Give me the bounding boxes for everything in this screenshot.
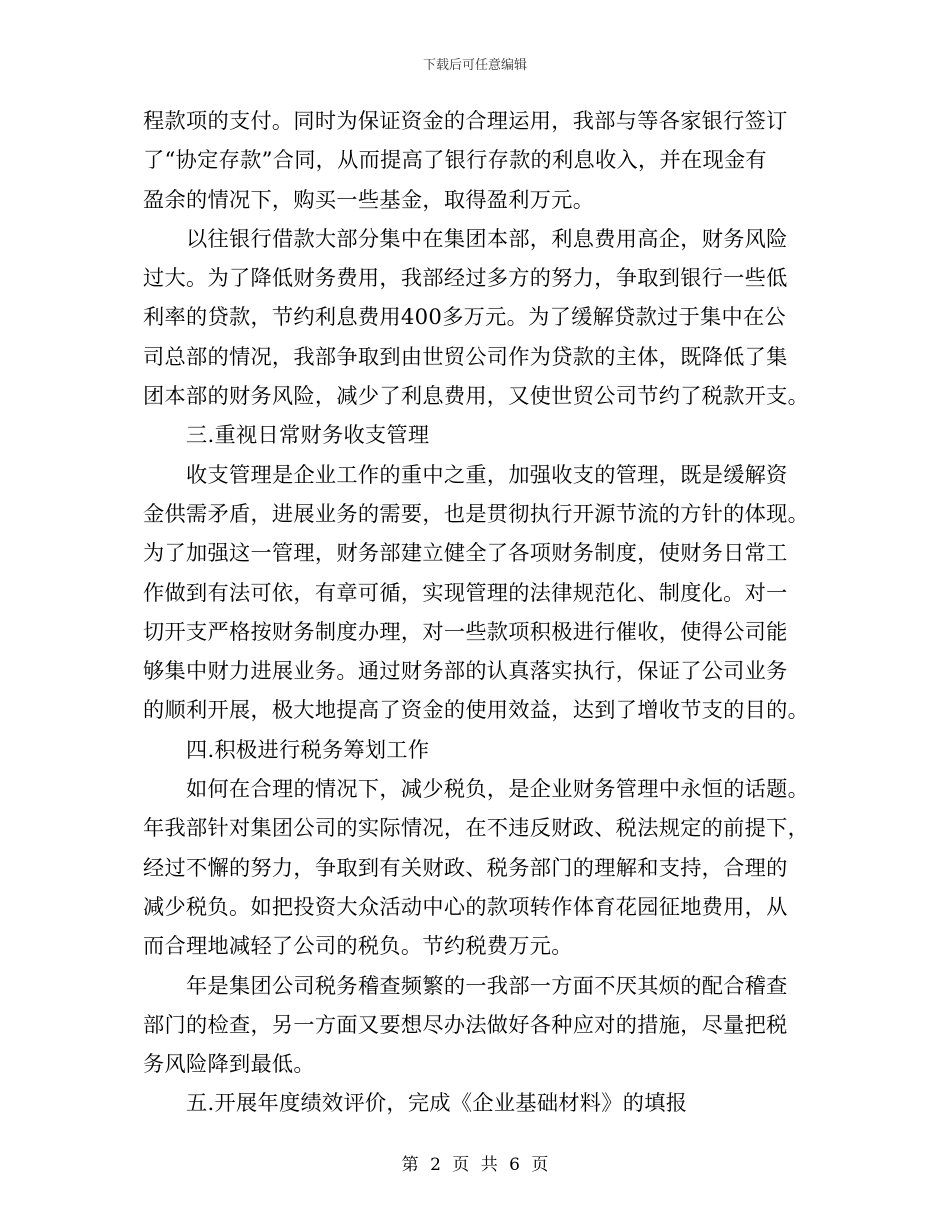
body-line: 而合理地减轻了公司的税负。节约税费万元。 xyxy=(143,933,573,959)
body-line: 切开支严格按财务制度办理，对一些款项积极进行催收，使得公司能 xyxy=(143,618,788,644)
document-body xyxy=(143,101,811,1123)
body-line: 金供需矛盾，进展业务的需要，也是贯彻执行开源节流的方针的体现。 xyxy=(143,500,810,526)
body-line: 作做到有法可依，有章可循，实现管理的法律规范化、制度化。对一 xyxy=(143,579,788,605)
body-line: 为了加强这一管理，财务部建立健全了各项财务制度，使财务日常工 xyxy=(143,540,788,566)
page-header: 下载后可任意编辑 xyxy=(422,58,527,73)
body-line: 程款项的支付。同时为保证资金的合理运用，我部与等各家银行签订 xyxy=(143,108,788,133)
footer-total-prefix: 共 xyxy=(480,1155,498,1175)
body-line: 司总部的情况，我部争取到由世贸公司作为贷款的主体，既降低了集 xyxy=(143,343,788,369)
body-line: 够集中财力进展业务。通过财务部的认真落实执行，保证了公司业务 xyxy=(143,658,788,684)
paragraph-start: 如何在合理的情况下，减少税负，是企业财务管理中永恒的话题。 xyxy=(186,776,810,802)
body-line: 利率的贷款，节约利息费用400多万元。为了缓解贷款过于集中在公 xyxy=(143,304,786,330)
body-line: 部门的检查，另一方面又要想尽办法做好各种应对的措施，尽量把税 xyxy=(143,1011,788,1037)
footer-suffix: 页 xyxy=(531,1155,549,1175)
body-line: 的顺利开展，极大地提高了资金的使用效益，达到了增收节支的目的。 xyxy=(143,697,810,723)
page-footer xyxy=(0,1150,950,1175)
section-heading: 三.重视日常财务收支管理 xyxy=(186,422,430,448)
body-line: 务风险降到最低。 xyxy=(143,1051,315,1077)
total-pages-number: 6 xyxy=(509,1155,520,1175)
body-line: 过大。为了降低财务费用，我部经过多方的努力，争取到银行一些低 xyxy=(143,265,788,291)
paragraph-start: 以往银行借款大部分集中在集团本部，利息费用高企，财务风险 xyxy=(186,225,788,251)
section-heading: 五.开展年度绩效评价，完成《企业基础材料》的填报 xyxy=(186,1090,688,1116)
footer-prefix: 第 xyxy=(401,1155,419,1175)
current-page-number: 2 xyxy=(430,1155,441,1175)
body-line: 年我部针对集团公司的实际情况，在不违反财政、税法规定的前提下， xyxy=(143,815,810,841)
paragraph-start: 收支管理是企业工作的重中之重，加强收支的管理，既是缓解资 xyxy=(186,461,788,487)
paragraph-start: 年是集团公司税务稽查频繁的一我部一方面不厌其烦的配合稽查 xyxy=(186,972,788,998)
footer-page-unit: 页 xyxy=(452,1155,470,1175)
body-line: 团本部的财务风险，减少了利息费用，又使世贸公司节约了税款开支。 xyxy=(143,383,810,409)
section-heading: 四.积极进行税务筹划工作 xyxy=(186,736,430,762)
body-line: 减少税负。如把投资大众活动中心的款项转作体育花园征地费用，从 xyxy=(143,893,788,919)
body-line: 了“协定存款”合同，从而提高了银行存款的利息收入，并在现金有 xyxy=(143,147,767,173)
body-line: 经过不懈的努力，争取到有关财政、税务部门的理解和支持，合理的 xyxy=(143,854,788,880)
body-line: 盈余的情况下，购买一些基金，取得盈利万元。 xyxy=(143,186,595,212)
